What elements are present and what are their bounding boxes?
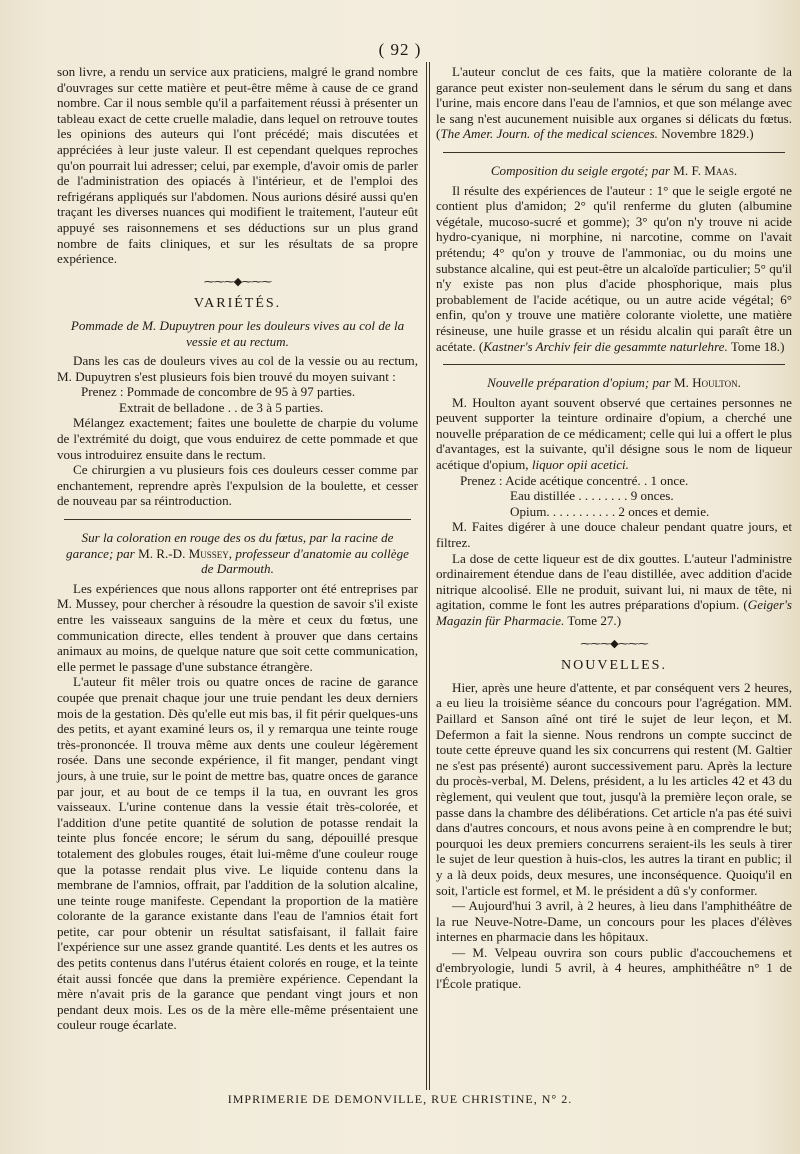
article-separator-rule <box>443 152 785 153</box>
section-ornament: ⁓⁓⁓◆⁓⁓⁓ <box>580 637 648 650</box>
opium-text: M. Houlton ayant souvent observé que certaines personnes ne peuvent supporter la teinture ordinaire d'opium, a cherché une nouvelle préparation de ce médicament; celle qui lui a offert le plus d'avantages, est la suivante, qu'il désigne sous le nom de liqueur acétique d'opium, <box>436 394 792 473</box>
coloration-paragraph-1: Les expériences que nous allons rapporter ont été entreprises par M. Mussey, pour chercher à résoudre la question de savoir s'il existe entre les vaisseaux sanguins de la mère et ceux du fœtus, une communication directe, elles tendent à prouver que dans certains animaux au moins, de quelque nature que soit cette communication, elle permet le passage d'une substance étrangère. <box>57 580 418 674</box>
coloration-title-part-b: professeur d'anatomie au collège de Darmouth. <box>201 545 409 577</box>
column-divider <box>426 62 427 1090</box>
coloration-paragraph-2: L'auteur fit mêler trois ou quatre onces de racine de garance coupée que prenait chaque jour une truie pendant les deux derniers mois de la gestation. Dès qu'elle eut mis bas, il fit périr quelques-uns des petits, et ayant examiné leurs os, il y remarqua une teinte rouge très-prononcée. Il trouva même aux dents une couleur légèrement rosée. Dans une seconde expérience, il fit manger, pendant vingt jours, à une truie, sur le point de mettre bas, quatre onces de garance par jour, et au bout de ce temps il la tua, en ouvrant les gros vaisseaux. L'urine contenue dans la vessie était très-colorée, et l'addition d'une petite quantité de solution de potasse rendait la teinte plus foncée encore; le sérum du sang, dépouillé presque totalement des globules rouges, était lui-même d'une couleur rouge que la potasse rendait plus vive. Le liquide contenu dans la membrane de l'amnios, offrait, par l'addition de la solution alcaline, une teinte rouge manifeste. Cependant la proportion de la matière colorante de la garance existante dans l'eau de l'amnios était fort petite, car pour obtenir un résultat satisfaisant, il fallait faire l'expérience sur une assez grande quantité. Les dents et les autres os des petits contenus dans l'utérus étaient colorés en rouge, et la teinte était aussi foncée que dans la première expérience. Cependant la mère n'avait pris de la garance que pendant vingt jours et non pendant deux mois. Les os de la mère elle-même présentaient une couleur rouge écarlate. <box>57 674 418 1033</box>
opium-latin-name: liquor opii acetici. <box>531 457 629 473</box>
recipe-line-2: Extrait de belladone . . de 3 à 5 parties. <box>119 399 324 415</box>
opium-paragraph-1 <box>436 395 792 473</box>
opium-title-part-a: Nouvelle préparation d'opium; par <box>487 375 671 391</box>
coloration-conclusion <box>436 64 792 142</box>
opium-paragraph-2: M. Faites digérer à une douce chaleur pendant quatre jours, et filtrez. <box>436 519 792 551</box>
recipe-line-1: Prenez : Pommade de concombre de 95 à 97 parties. <box>81 384 356 400</box>
seigle-reference: Kastner's Archiv feir die gesammte naturlehre. <box>483 338 728 354</box>
opium-recipe-line-1: Prenez : Acide acétique concentré. . 1 once. <box>460 472 689 488</box>
review-continuation: son livre, a rendu un service aux praticiens, malgré le grand nombre d'ouvrages sur cette matière et peut-être même à cause de ce grand nombre. Car il nous semble qu'il a parfaitement réussi à présenter un tableau exact de cette cruelle maladie, dans lequel on retrouve toutes les opinions des auteurs qui l'ont précédé; mais discutées et appréciées à leur juste valeur. Il est cependant quelques reproches qu'on pourrait lui adresser; celui, par exemple, d'avoir omis de parler de l'administration des opiacés à l'intérieur, et de l'emploi des refrigérans appliqués sur l'abdomen. Nous aurions désiré aussi qu'en traçant les diverses nuances qui modifient le traitement, l'auteur eût appuyé ses raisonnemens et ses déductions sur un plus grand nombre de faits cliniques, et sur les résultats de sa propre expérience. <box>57 64 418 267</box>
coloration-title-part-a: Sur la coloration en rouge des os du fœtus, par la racine de garance; par <box>66 530 394 561</box>
opium-paragraph-3 <box>436 551 792 629</box>
nouvelles-heading: NOUVELLES. <box>561 658 667 674</box>
pommade-article-title: Pommade de M. Dupuytren pour les douleurs vives au col de la vessie et au rectum. <box>70 317 405 349</box>
seigle-text: Il résulte des expériences de l'auteur : 1° que le seigle ergoté ne contient plus d'amidon; 2° qu'il renferme du gluten (albumine végétale, mucoso-sucré et gomme); 3° qu'on n'y trouve ni acide hydro-cyanique, ni morphine, ni narcotine, comme on l'avait prétendu; 4° qu'on y trouve de l'ammoniac, ou du moins une substance alcaline, qui est peut-être un alcaloïde particulier; 5° qu'il n'y existe pas non plus d'acide phosphorique, mais plus probablement de l'acide acétique, ou un autre acide végétal; 6° enfin, qu'on y trouve une matière colorante violette, une matière résineuse, une huile grasse et un résidu alcalin qui paraît être un acétate. ( <box>436 182 792 354</box>
nouvelles-paragraph-3: — M. Velpeau ouvrira son cours public d'accouchemens et d'embryologie, lundi 5 avril, à 4 heures, amphithéâtre n° 1 de l'École pratique. <box>436 944 792 992</box>
article-separator-rule <box>64 519 411 520</box>
pommade-paragraph-1: Dans les cas de douleurs vives au col de la vessie ou au rectum, M. Dupuytren s'est plusieurs fois bien trouvé du moyen suivant : <box>57 353 418 384</box>
right-column <box>436 64 792 992</box>
pommade-recipe <box>65 384 418 415</box>
seigle-volume: Tome 18.) <box>727 338 785 354</box>
nouvelles-paragraph-2: — Aujourd'hui 3 avril, à 2 heures, à lieu dans l'amphithéâtre de la rue Neuve-Notre-Dame, un concours pour les places d'élèves internes en pharmacie dans les hôpitaux. <box>436 898 792 945</box>
opium-dose-text: La dose de cette liqueur est de dix gouttes. L'auteur l'administre ordinairement étendue dans de l'eau distillée, avec addition d'acide nitrique alcoolisé. Elle ne produit, suivant lui, ni maux de tête, ni agitation, comme le font les autres préparations d'opium. ( <box>436 550 792 613</box>
left-column <box>57 64 418 1033</box>
opium-article-title <box>436 375 792 391</box>
coloration-title-author: M. R.-D. Mussey, <box>138 545 233 561</box>
conclusion-reference: The Amer. Journ. of the medical sciences. <box>440 126 658 142</box>
opium-recipe <box>444 473 792 520</box>
seigle-title-author: M. F. Maas. <box>673 162 738 178</box>
opium-title-author: M. Houlton. <box>673 375 741 391</box>
conclusion-date: Novembre 1829.) <box>657 126 754 142</box>
nouvelles-paragraph-1: Hier, après une heure d'attente, et par conséquent vers 2 heures, a eu lieu la troisième séance du concours pour l'agrégation. MM. Paillard et Sanson aîné ont tiré le sujet de leur leçon, et M. Defermon a fait la sienne. Nous rendrons un compte succinct de toute cette épreuve quand les six concurrens qui restent (M. Galtier ne s'est pas présenté) auront successivement paru. Après la lecture du procès-verbal, M. Delens, président, a lu les articles 42 et 43 du règlement, qui veulent que tout, jusqu'à la première leçon orale, se passe dans la chambre des délibérations. Cet article n'a pas été suivi dans d'autres concours, et nous avons peine à en comprendre le but; pourquoi les deux premiers concurrens seraient-ils les seuls à tirer le sujet de leur question à huis-clos, les autres la tirant en public; il y a là deux poids, deux mesures, une inconséquence. Quoiqu'il en soit, l'article est formel, et M. le président a dû s'y conformer. <box>436 679 792 898</box>
opium-recipe-line-3: Opium. . . . . . . . . . . 2 onces et demie. <box>510 503 710 519</box>
pommade-paragraph-3: Ce chirurgien a vu plusieurs fois ces douleurs cesser comme par enchantement, reprendre après l'expulsion de la boulette, et cesser de nouveau par sa réintroduction. <box>57 462 418 509</box>
page-number: ( 92 ) <box>378 40 422 59</box>
section-ornament: ⁓⁓⁓◆⁓⁓⁓ <box>203 275 272 288</box>
varietes-heading: VARIÉTÉS. <box>193 296 282 312</box>
opium-volume: Tome 27.) <box>564 613 622 628</box>
conclusion-text: L'auteur conclut de ces faits, que la matière colorante de la garance peut exister non-seulement dans le sérum du sang et dans l'urine, mais encore dans l'eau de l'amnios, et que son mélange avec le sang n'est aucunement nuisible aux organes si délicats du fœtus. ( <box>436 64 792 142</box>
seigle-article-title <box>436 163 792 179</box>
printer-imprint: IMPRIMERIE DE DEMONVILLE, RUE CHRISTINE, N° 2. <box>227 1092 573 1106</box>
article-separator-rule <box>443 364 785 365</box>
seigle-title-part-a: Composition du seigle ergoté; par <box>490 162 670 178</box>
opium-recipe-line-2: Eau distillée . . . . . . . . 9 onces. <box>510 488 674 504</box>
opium-reference: Geiger's Magazin für Pharmacie. <box>436 597 792 628</box>
coloration-article-title <box>57 530 418 577</box>
column-divider-inner <box>429 62 430 1090</box>
seigle-paragraph <box>436 183 792 355</box>
pommade-paragraph-2: Mélangez exactement; faites une boulette de charpie du volume de l'extrémité du doigt, que vous enduirez de cette pommade et que vous introduirez ensuite dans le rectum. <box>57 415 418 462</box>
